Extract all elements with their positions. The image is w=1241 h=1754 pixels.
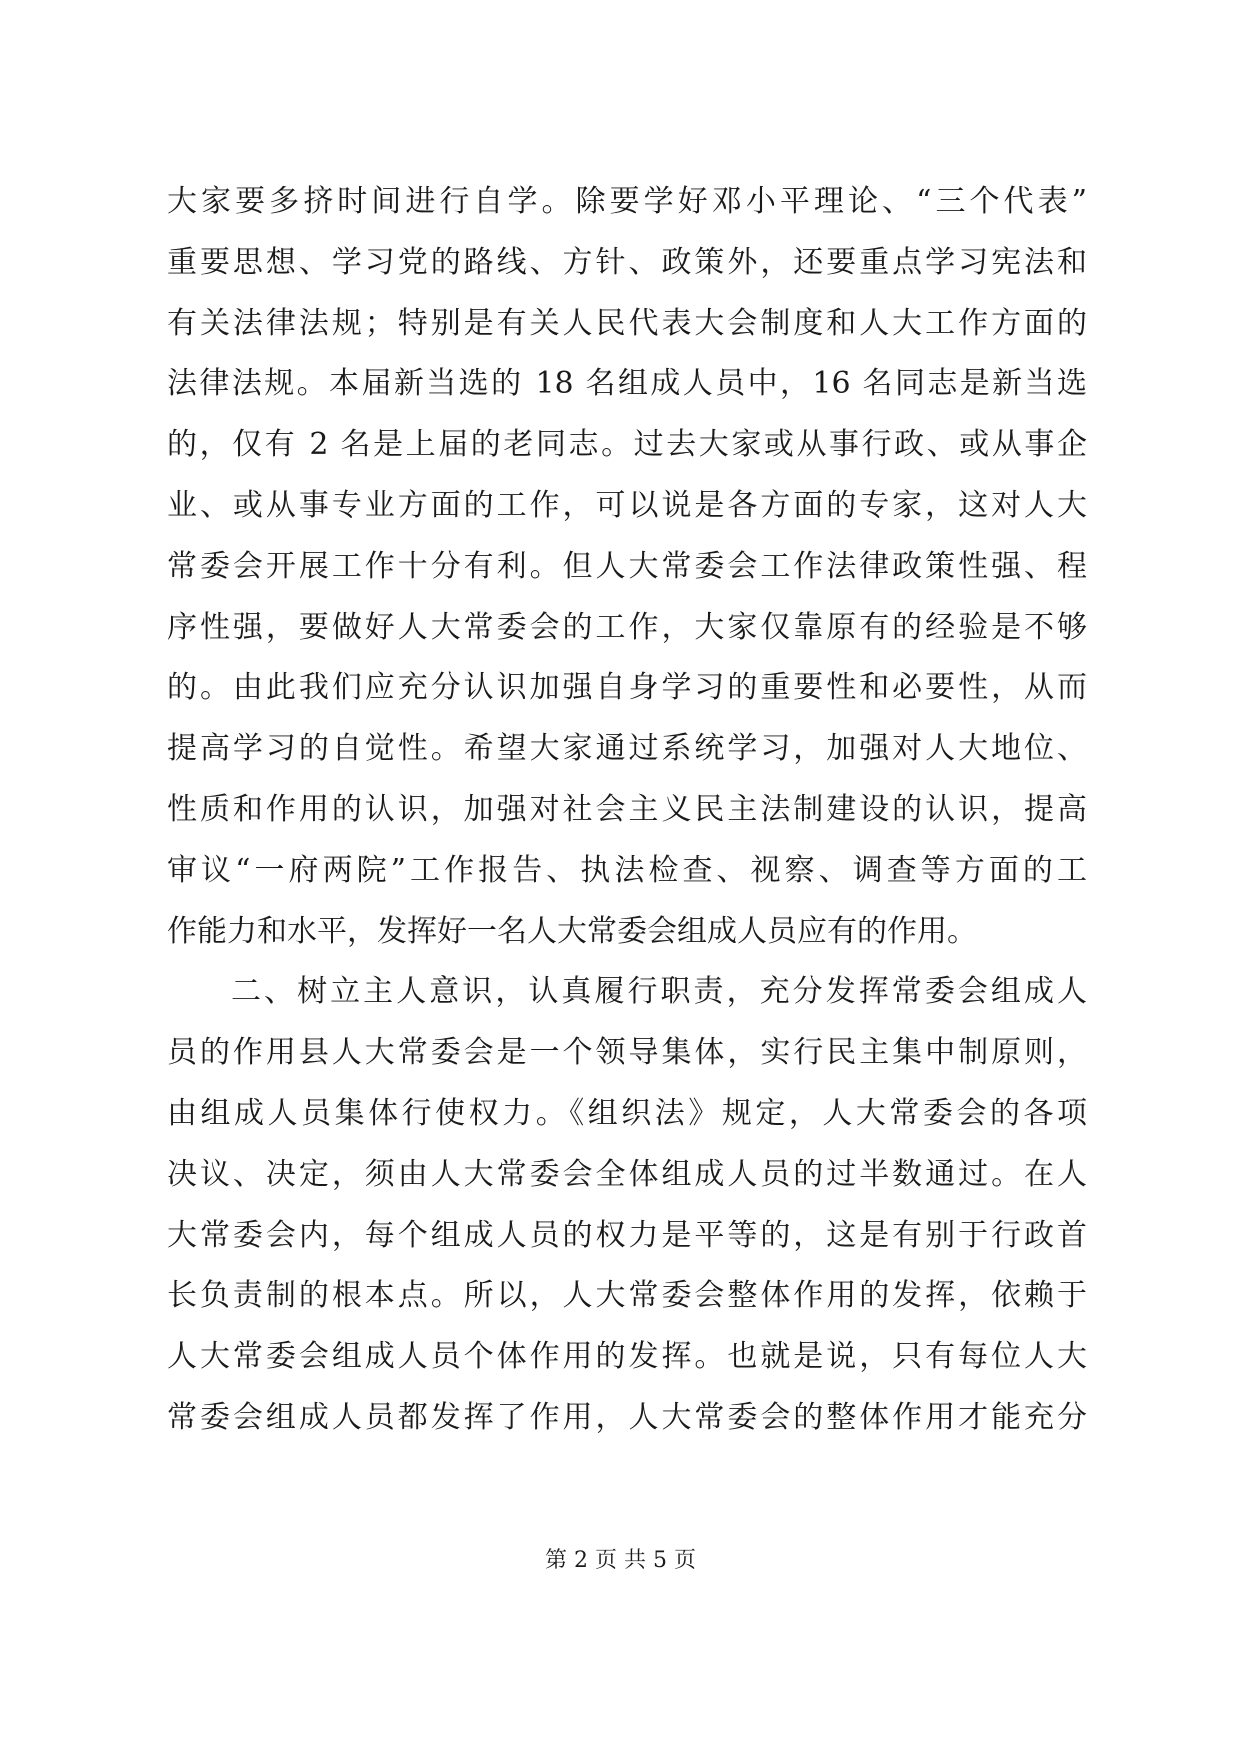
text-line: 人大常委会组成人员个体作用的发挥。也就是说，只有每位人大 bbox=[167, 1339, 1087, 1375]
section-heading-line: 二、树立主人意识，认真履行职责，充分发挥常委会组成人 bbox=[231, 974, 1087, 1010]
text-line: 员的作用县人大常委会是一个领导集体，实行民主集中制原则， bbox=[167, 1035, 1087, 1071]
text-line: 大常委会内，每个组成人员的权力是平等的，这是有别于行政首 bbox=[167, 1217, 1087, 1253]
page-footer: 第 2 页 共 5 页 bbox=[545, 1548, 696, 1573]
text-line: 审议“一府两院”工作报告、执法检查、视察、调查等方面的工 bbox=[167, 852, 1087, 888]
text-line: 有关法律法规；特别是有关人民代表大会制度和人大工作方面的 bbox=[167, 305, 1087, 341]
text-line: 决议、决定，须由人大常委会全体组成人员的过半数通过。在人 bbox=[167, 1156, 1087, 1192]
text-line: 性质和作用的认识，加强对社会主义民主法制建设的认识，提高 bbox=[167, 791, 1087, 827]
text-line: 序性强，要做好人大常委会的工作，大家仅靠原有的经验是不够 bbox=[167, 609, 1087, 645]
text-line: 提高学习的自觉性。希望大家通过系统学习，加强对人大地位、 bbox=[167, 731, 1087, 767]
text-line: 业、或从事专业方面的工作，可以说是各方面的专家，这对人大 bbox=[167, 487, 1087, 523]
text-line: 作能力和水平，发挥好一名人大常委会组成人员应有的作用。 bbox=[167, 913, 977, 949]
text-line: 大家要多挤时间进行自学。除要学好邓小平理论、“三个代表” bbox=[167, 184, 1087, 219]
text-line: 长负责制的根本点。所以，人大常委会整体作用的发挥，依赖于 bbox=[167, 1278, 1087, 1314]
text-line: 法律法规。本届新当选的 18 名组成人员中，16 名同志是新当选 bbox=[167, 366, 1087, 402]
text-line: 由组成人员集体行使权力。《组织法》规定，人大常委会的各项 bbox=[167, 1095, 1087, 1131]
text-line: 常委会开展工作十分有利。但人大常委会工作法律政策性强、程 bbox=[167, 548, 1087, 584]
text-line: 的。由此我们应充分认识加强自身学习的重要性和必要性，从而 bbox=[167, 670, 1087, 706]
text-line: 常委会组成人员都发挥了作用，人大常委会的整体作用才能充分 bbox=[167, 1399, 1087, 1435]
text-line: 的，仅有 2 名是上届的老同志。过去大家或从事行政、或从事企 bbox=[167, 427, 1087, 463]
body-text bbox=[167, 172, 1087, 1449]
text-line: 重要思想、学习党的路线、方针、政策外，还要重点学习宪法和 bbox=[167, 244, 1087, 280]
